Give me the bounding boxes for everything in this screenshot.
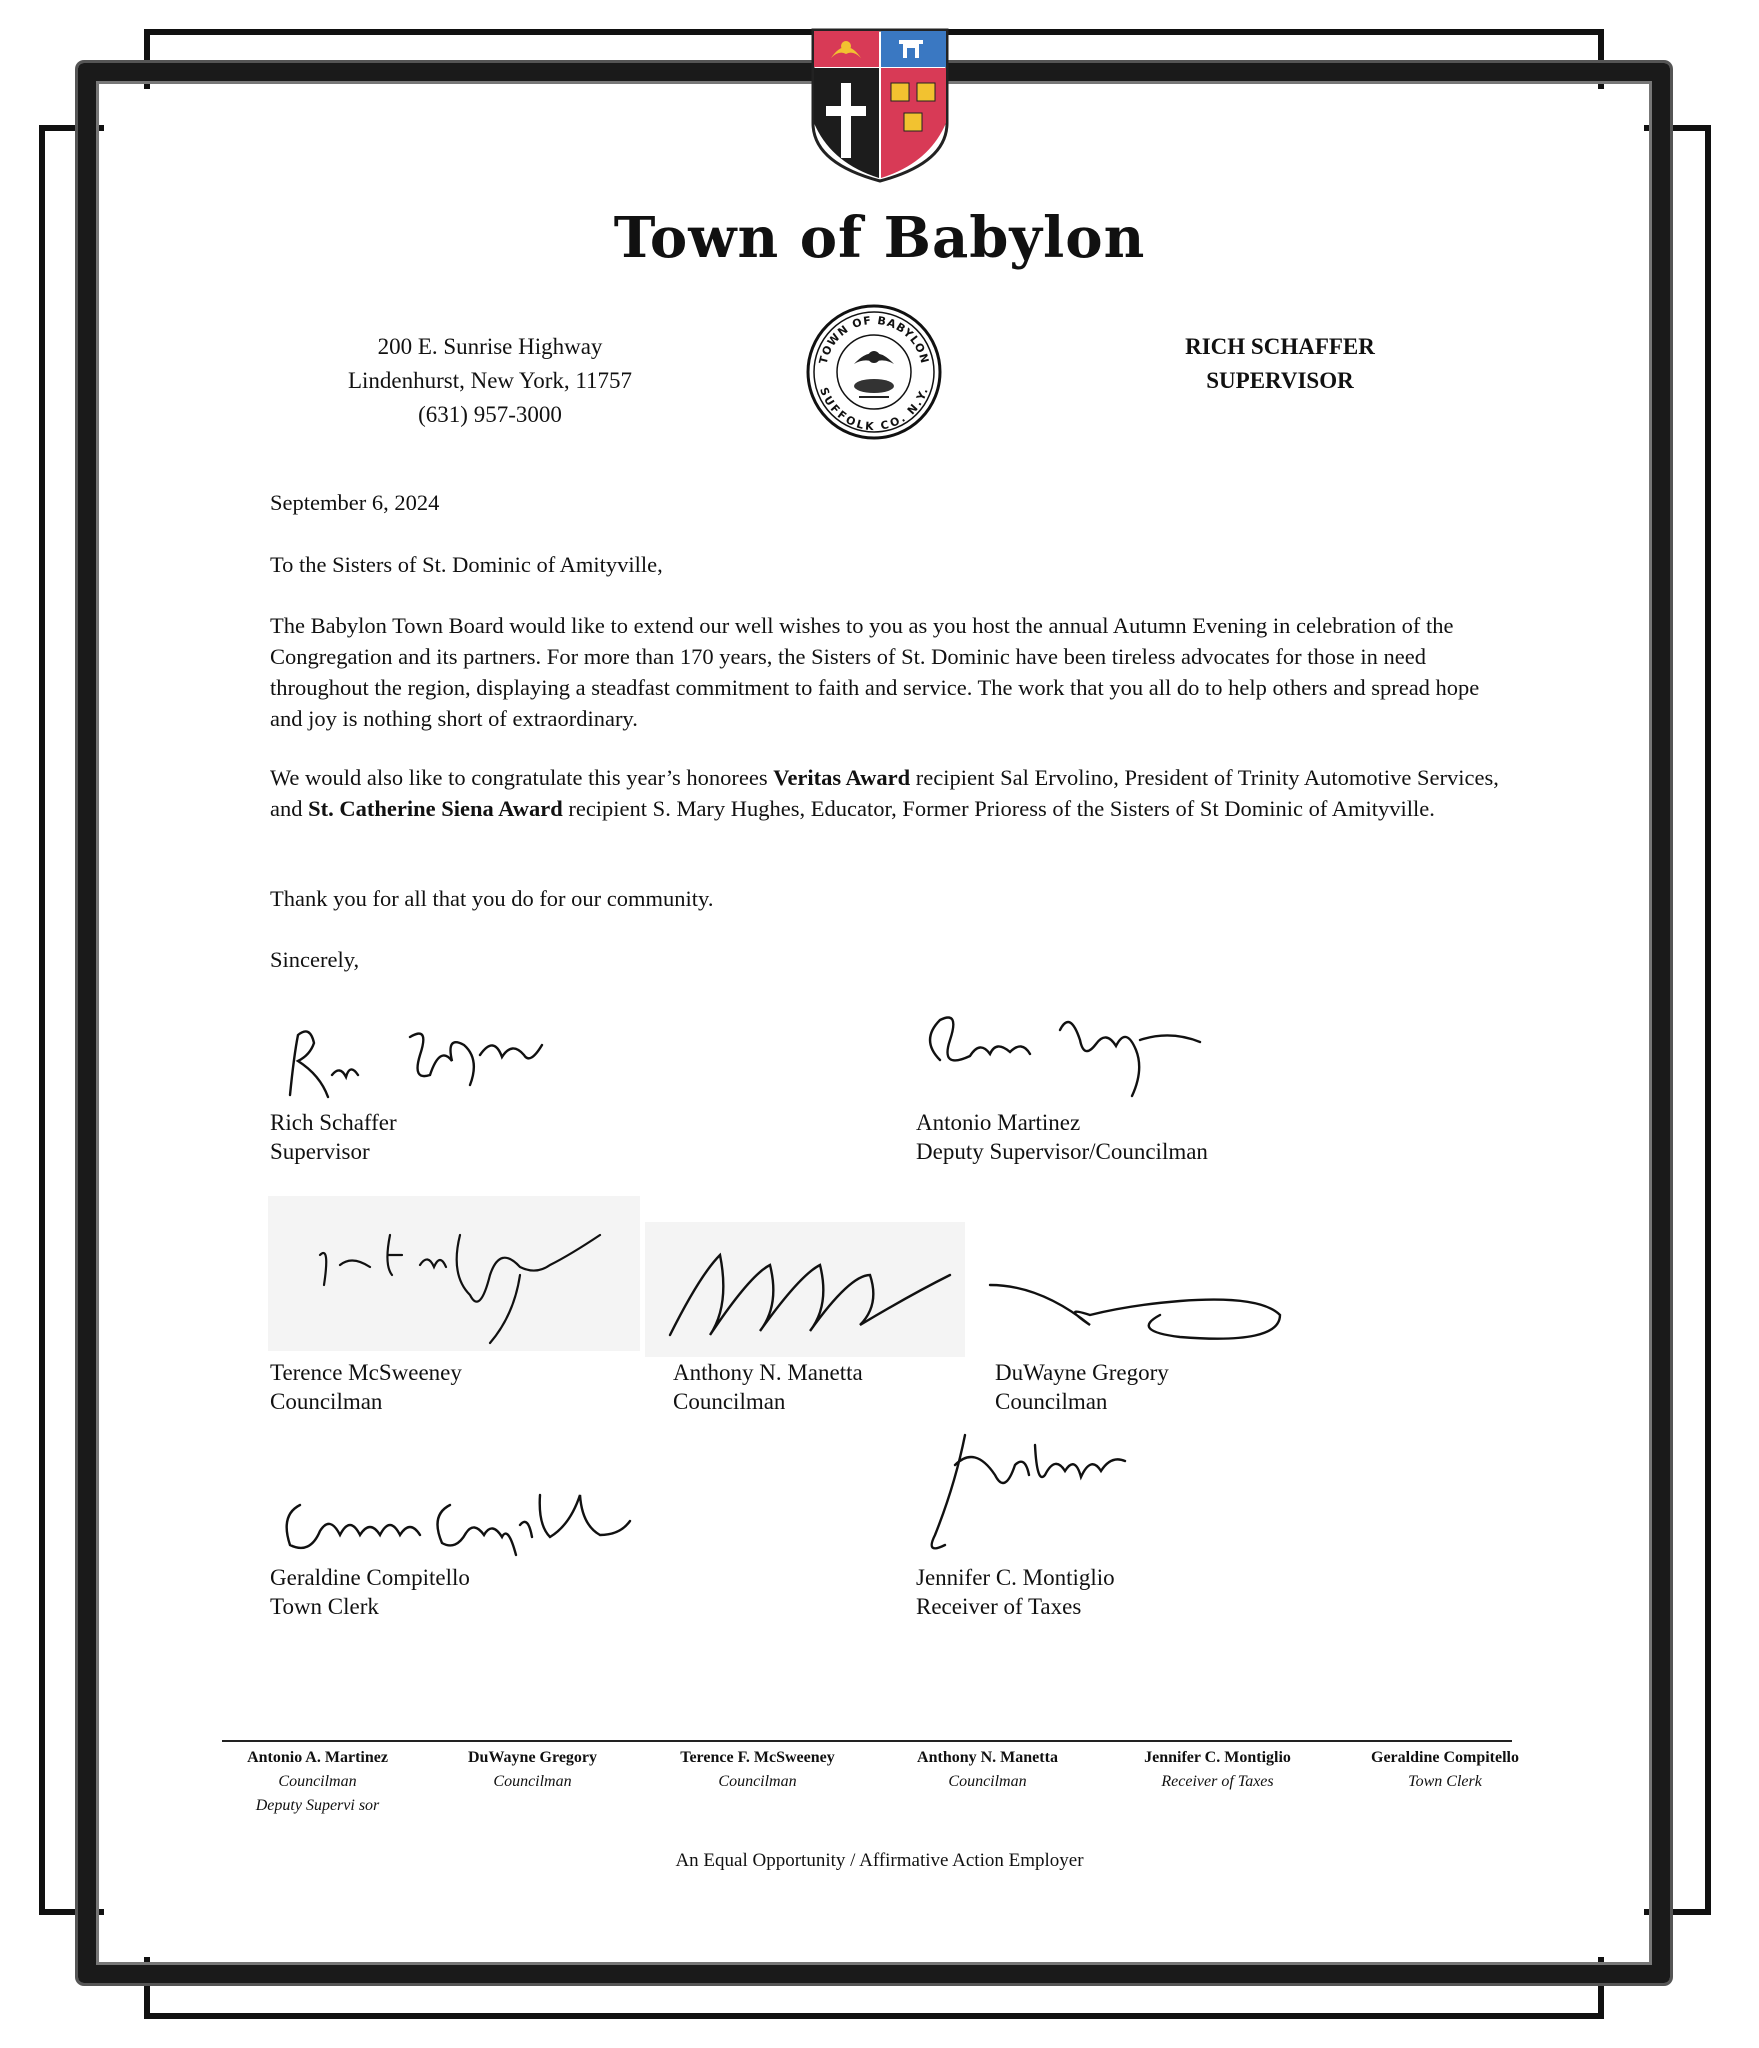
signature-jennifer-montiglio (915, 1425, 1135, 1560)
town-crest-icon (811, 28, 949, 183)
town-address (280, 330, 700, 432)
footer-member-manetta (890, 1746, 1085, 1794)
veritas-award: Veritas Award (773, 765, 911, 790)
address-phone: (631) 957-3000 (418, 402, 562, 427)
supervisor-title: SUPERVISOR (1206, 368, 1354, 393)
address-street: 200 E. Sunrise Highway (377, 334, 603, 359)
signature-anthony-manetta (660, 1235, 960, 1350)
signature-duwayne-gregory (980, 1265, 1290, 1355)
signer-name: Antonio Martinez (916, 1110, 1081, 1135)
letter-salutation: To the Sisters of St. Dominic of Amityville, (270, 552, 663, 577)
signer-title: Deputy Supervisor/Councilman (916, 1139, 1208, 1164)
siena-award: St. Catherine Siena Award (308, 796, 563, 821)
footer-title: Councilman (718, 1773, 797, 1790)
address-city: Lindenhurst, New York, 11757 (347, 368, 633, 393)
footer-member-martinez (220, 1746, 415, 1818)
footer-name: Anthony N. Manetta (917, 1749, 1058, 1766)
letter-paragraph-2 (270, 762, 1500, 824)
signer-name: Jennifer C. Montiglio (916, 1565, 1115, 1590)
footer-member-montiglio (1115, 1746, 1320, 1794)
signer-name: Anthony N. Manetta (673, 1360, 863, 1385)
footer-member-compitello (1345, 1746, 1545, 1794)
letter-paragraph-3: Thank you for all that you do for our community. (270, 886, 714, 911)
letter-closing: Sincerely, (270, 947, 360, 972)
letter-paragraph-1: The Babylon Town Board would like to extend our well wishes to you as you host the annual Autumn Evening in celebration of the Congregation and its partners. For more than 170 years, the Sisters of St. Dominic have been tireless advocates for those in need throughout the region, displaying a steadfast commitment to faith and service. The work that you all do to help others and spread hope and joy is nothing short of extraordinary. (270, 613, 1480, 731)
signer-name: DuWayne Gregory (995, 1360, 1169, 1385)
signer-jennifer-montiglio (916, 1563, 1115, 1621)
signer-title: Supervisor (270, 1139, 370, 1164)
footer-title: Councilman (948, 1773, 1027, 1790)
footer-divider (222, 1740, 1512, 1742)
signature-geraldine-compitello (270, 1475, 640, 1565)
signer-duwayne-gregory (995, 1358, 1169, 1416)
footer-title-2: Deputy Supervi sor (255, 1797, 380, 1814)
supervisor-name: RICH SCHAFFER (1185, 334, 1375, 359)
footer-title: Town Clerk (1408, 1773, 1482, 1790)
paragraph-2-text-3: recipient S. Mary Hughes, Educator, Former Prioress of the Sisters of St Dominic of Amityville. (562, 796, 1435, 821)
signer-title: Receiver of Taxes (916, 1594, 1082, 1619)
footer-name: Geraldine Compitello (1371, 1749, 1519, 1766)
footer-title: Receiver of Taxes (1161, 1773, 1274, 1790)
signer-rich-schaffer (270, 1108, 397, 1166)
town-title: Town of Babylon (613, 205, 1146, 271)
paragraph-2-text-2: recipient Sal Ervolino, President of Trinity Automotive Services, and (270, 765, 1499, 821)
footer-title: Councilman (493, 1773, 572, 1790)
footer-name: Terence F. McSweeney (680, 1749, 835, 1766)
signer-title: Councilman (270, 1389, 383, 1414)
seal-top-text: TOWN OF BABYLON (816, 313, 932, 366)
signer-terence-mcsweeney (270, 1358, 462, 1416)
signer-name: Terence McSweeney (270, 1360, 462, 1385)
footer-name: Jennifer C. Montiglio (1144, 1749, 1291, 1766)
equal-opportunity-statement: An Equal Opportunity / Affirmative Action Employer (675, 1850, 1084, 1871)
signer-geraldine-compitello (270, 1563, 470, 1621)
signer-title: Town Clerk (270, 1594, 379, 1619)
seal-bottom-text: SUFFOLK CO. N.Y. (817, 385, 931, 434)
footer-title: Councilman (278, 1773, 357, 1790)
signer-antonio-martinez (916, 1108, 1208, 1166)
footer-name: Antonio A. Martinez (247, 1749, 388, 1766)
signer-name: Geraldine Compitello (270, 1565, 470, 1590)
supervisor-block (1110, 330, 1450, 398)
footer-member-mcsweeney (655, 1746, 860, 1794)
signer-title: Councilman (995, 1389, 1108, 1414)
footer-name: DuWayne Gregory (467, 1749, 598, 1766)
letter-date: September 6, 2024 (270, 490, 440, 515)
town-seal-icon (804, 302, 944, 442)
signature-terence-mcsweeney (300, 1215, 630, 1345)
paragraph-2-text-1: We would also like to congratulate this year’s honorees (270, 765, 774, 790)
footer-member-gregory (440, 1746, 625, 1794)
signature-antonio-martinez (910, 1000, 1210, 1110)
signature-rich-schaffer (280, 1015, 570, 1115)
signer-title: Councilman (673, 1389, 786, 1414)
signer-name: Rich Schaffer (270, 1110, 397, 1135)
signer-anthony-manetta (673, 1358, 863, 1416)
